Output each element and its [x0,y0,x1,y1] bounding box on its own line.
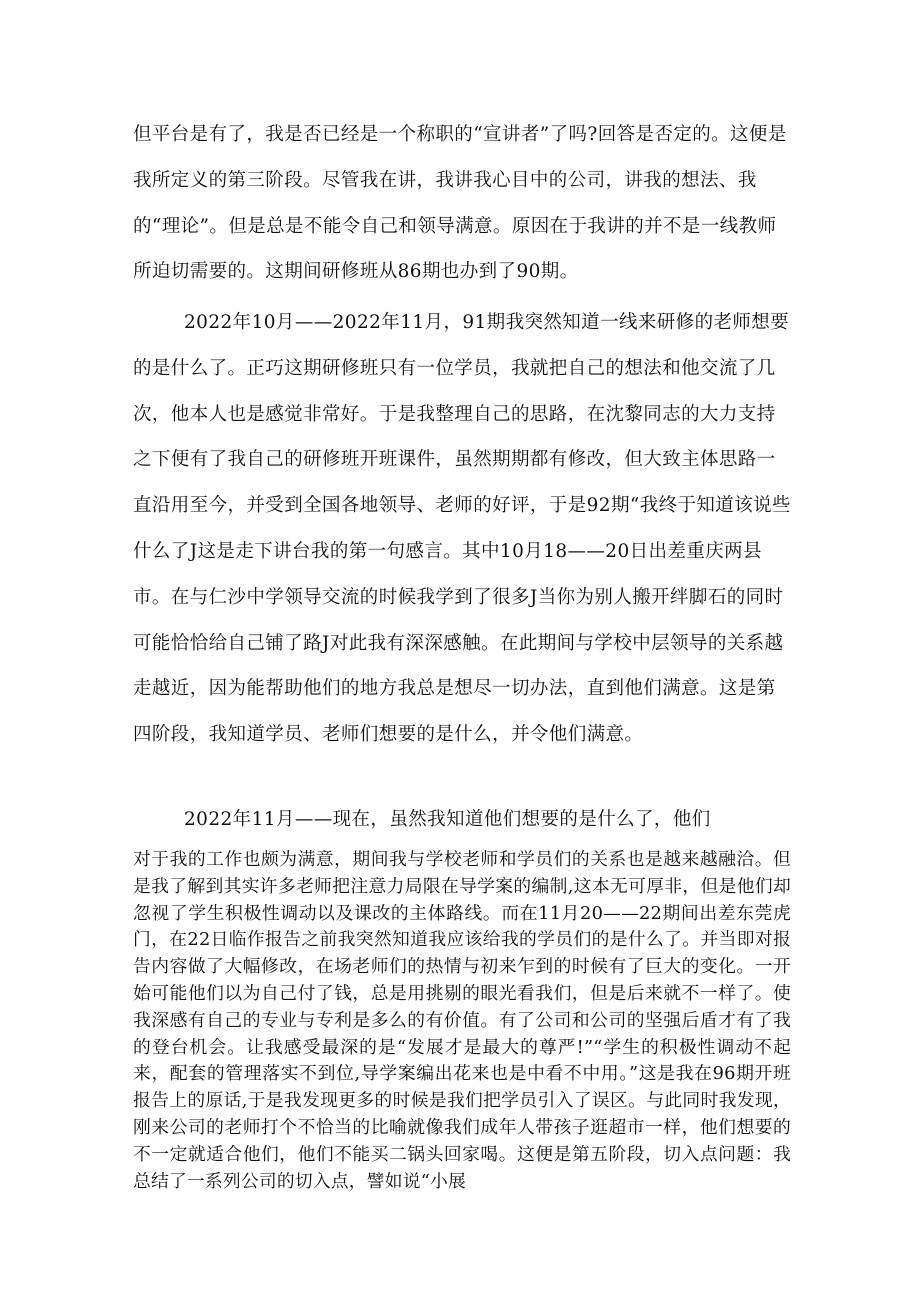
paragraph-stage-five-body: 对于我的工作也颇为满意，期间我与学校老师和学员们的关系也是越来越融洽。但是我了解到其实许多老师把注意力局限在导学案的编制,这本无可厚非，但是他们却忽视了学生积极性调动以及课改的主体路线。而在11月20——22期间出差东莞虎门，在22日临作报告之前我突然知道我应该给我的学员们的是什么了。并当即对报告内容做了大幅修改，在场老师们的热情与初来乍到的时候有了巨大的变化。一开始可能他们以为自己付了钱，总是用挑剔的眼光看我们，但是后来就不一样了。使我深感有自己的专业与专利是多么的有价值。有了公司和公司的坚强后盾才有了我的登台机会。让我感受最深的是“发展才是最大的尊严!”“学生的积极性调动不起来，配套的管理落实不到位,导学案编出花来也是中看不中用。”这是我在96期开班报告上的原话,于是我发现更多的时候是我们把学员引入了误区。与此同时我发现，刚来公司的老师打个不恰当的比喻就像我们成年人带孩子逛超市一样，他们想要的不一定就适合他们，他们不能买二锅头回家喝。这便是第五阶段，切入点问题：我总结了一系列公司的切入点，譬如说“小展 [133,849,791,1192]
paragraph-stage-three: 但平台是有了，我是否已经是一个称职的“宣讲者”了吗?回答是否定的。这便是我所定义的第三阶段。尽管我在讲，我讲我心目中的公司，讲我的想法、我的“理论”。但是总是不能令自己和领导满意。原因在于我讲的并不是一线教师所迫切需要的。这期间研修班从86期也办到了90期。 [133,124,787,283]
paragraph-stage-five-intro: 2022年11月——现在，虽然我知道他们想要的是什么了，他们 [184,809,711,830]
paragraph-stage-four: 2022年10月——2022年11月，91期我突然知道一线来研修的老师想要的是什么了。正巧这期研修班只有一位学员，我就把自己的想法和他交流了几次，他本人也是感觉非常好。于是我整理自己的思路，在沈黎同志的大力支持之下便有了我自己的研修班开班课件，虽然期期都有修改，但大致主体思路一直沿用至今，并受到全国各地领导、老师的好评，于是92期“我终于知道该说些什么了J这是走下讲台我的第一句感言。其中10月18——20日出差重庆两县市。在与仁沙中学领导交流的时候我学到了很多J当你为别人搬开绊脚石的同时可能恰恰给自己铺了路J对此我有深深感触。在此期间与学校中层领导的关系越走越近，因为能帮助他们的地方我总是想尽一切办法，直到他们满意。这是第四阶段，我知道学员、老师们想要的是什么，并令他们满意。 [133,312,791,746]
